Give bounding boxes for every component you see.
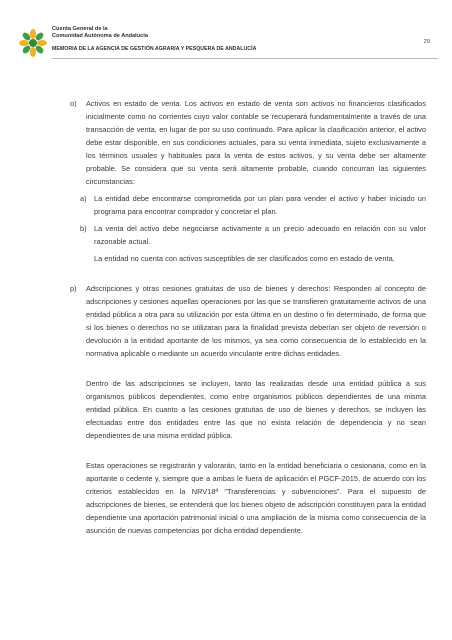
andalucia-logo-icon	[18, 28, 48, 58]
section-p-paragraph-3: Estas operaciones se registrarán y valorarán, tanto en la entidad beneficiaria o cesionaria, como en la aportante o cedente y, siempre que a ambas le fuera de aplicación el PGCF-2015, de acuerdo con los criterios establecidos en la NRV18ª "Transferencias y subvenciones". Para el supuesto de adscripciones de bienes, se entenderá que los bienes objeto de adscripción constituyen para la entidad dependiente una aportación patrimonial inicial o una ampliación de la misma como consecuencia de la asunción de nuevas competencias por dicha entidad dependiente.	[86, 461, 426, 535]
org-line-1: Cuenta General de la	[52, 26, 108, 32]
section-o-marker: o)	[70, 99, 77, 108]
document-body	[70, 97, 426, 537]
sub-b-marker: b)	[80, 224, 87, 233]
section-p	[70, 282, 426, 360]
sub-a-text: La entidad debe encontrarse comprometida por un plan para vender el activo y haber iniciado un programa para encontrar comprador y concretar el plan.	[94, 194, 426, 216]
sub-a-marker: a)	[80, 194, 87, 203]
org-line-2: Comunidad Autónoma de Andalucía	[52, 33, 148, 39]
organization-name	[52, 26, 148, 40]
section-p-text: Adscripciones y otras cesiones gratuitas de uso de bienes y derechos: Responden al concepto de adscripciones y cesiones aquellas operaciones por las que se transfieren gratuitamente activos de una entidad pública a otra para su utilización por esta última en un destino o fin determinado, de forma que si los bienes o derechos no se utilizaran para la finalidad prevista deberían ser objeto de reversión o devolución a la entidad aportante de los mismos, ya sea como consecuencia de lo establecido en la normativa aplicable o mediante un acuerdo vinculante entre dichas entidades.	[86, 284, 426, 358]
sub-b-text: La venta del activo debe negociarse activamente a un precio adecuado en relación con su valor razonable actual.	[94, 224, 426, 246]
section-o-sub-a	[70, 192, 426, 218]
section-o-text: Activos en estado de venta. Los activos en estado de venta son activos no financieros clasificados inicialmente como no corrientes cuyo valor contable se recuperará fundamentalmente a través de una transacción de venta, en lugar de por su uso continuado. Para aplicar la clasificación anterior, el activo debe estar disponible, en sus condiciones actuales, para su venta inmediata, sujeto exclusivamente a los términos usuales y habituales para la venta de estos activos, y su venta debe ser altamente probable. Se considera que su venta será altamente probable, cuando concurran las siguientes circunstancias:	[86, 99, 426, 186]
header-divider	[52, 58, 438, 59]
section-o	[70, 97, 426, 188]
section-o-note: La entidad no cuenta con activos susceptibles de ser clasificados como en estado de venta.	[94, 254, 395, 263]
page-header	[18, 24, 438, 64]
section-p-paragraph-2: Dentro de las adscripciones se incluyen, tanto las realizadas desde una entidad pública a sus organismos públicos dependientes, como entre organismos públicos dependientes de una misma entidad pública. En cuanto a las cesiones gratuitas de uso de bienes y derechos, se incluyen las efectuadas entre dos entidades entre las que no exista relación de dependencia y no sean dependientes de una misma entidad pública.	[86, 379, 426, 440]
page-number: 29	[423, 39, 430, 45]
memoria-title: MEMORIA DE LA AGENCIA DE GESTIÓN AGRARIA Y PESQUERA DE ANDALUCÍA	[52, 46, 257, 52]
section-o-sub-b	[70, 222, 426, 248]
section-p-marker: p)	[70, 284, 77, 293]
